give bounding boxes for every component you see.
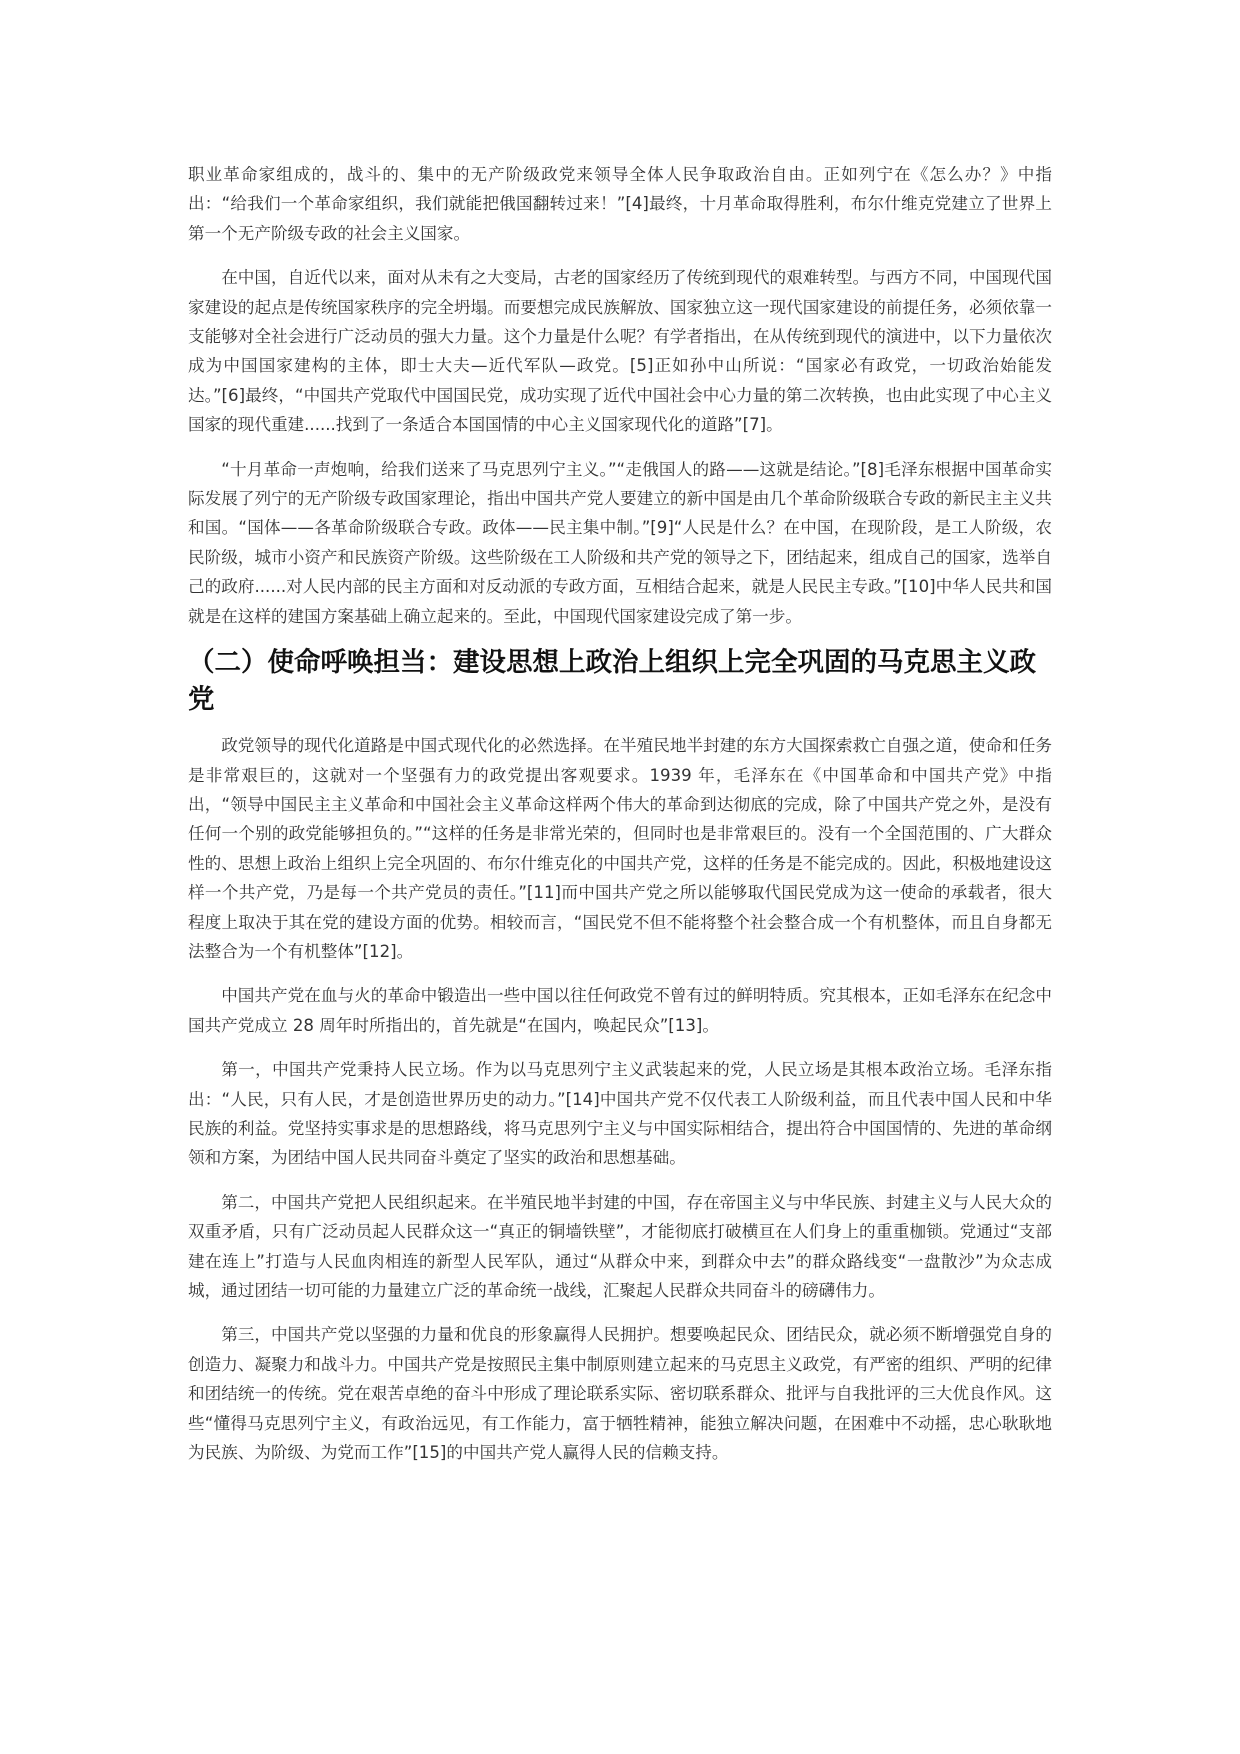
section-heading: （二）使命呼唤担当：建设思想上政治上组织上完全巩固的马克思主义政党 xyxy=(188,647,1036,716)
paragraph-second-point: 第二，中国共产党把人民组织起来。在半殖民地半封建的中国，存在帝国主义与中华民族、封建主义与人民大众的双重矛盾，只有广泛动员起人民群众这一“真正的铜墙铁壁”，才能彻底打破横亘在人们身上的重重枷锁。党通过“支部建在连上”打造与人民血肉相连的新型人民军队，通过“从群众中来，到群众中去”的群众路线变“一盘散沙”为众志成城，通过团结一切可能的力量建立广泛的革命统一战线，汇聚起人民群众共同奋斗的磅礴伟力。 xyxy=(188,1192,1052,1300)
paragraph-modern-state-building: 在中国，自近代以来，面对从未有之大变局，古老的国家经历了传统到现代的艰难转型。与西方不同，中国现代国家建设的起点是传统国家秩序的完全坍塌。而要想完成民族解放、国家独立这一现代国家建设的前提任务，必须依靠一支能够对全社会进行广泛动员的强大力量。这个力量是什么呢？有学者指出，在从传统到现代的演进中，以下力量依次成为中国国家建构的主体，即士大夫—近代军队—政党。[5]正如孙中山所说：“国家必有政党，一切政治始能发达。”[6]最终，“中国共产党取代中国国民党，成功实现了近代中国社会中心力量的第二次转换，也由此实现了中心主义国家的现代重建......找到了一条适合本国国情的中心主义国家现代化的道路”[7]。 xyxy=(188,268,1052,435)
paragraph-awaken-the-masses: 中国共产党在血与火的革命中锻造出一些中国以往任何政党不曾有过的鲜明特质。究其根本，正如毛泽东在纪念中国共产党成立 28 周年时所指出的，首先就是“在国内，唤起民众”[13]。 xyxy=(188,986,1052,1035)
paragraph-first-point: 第一，中国共产党秉持人民立场。作为以马克思列宁主义武装起来的党，人民立场是其根本政治立场。毛泽东指出：“人民，只有人民，才是创造世界历史的动力。”[14]中国共产党不仅代表工人阶级利益，而且代表中国人民和中华民族的利益。党坚持实事求是的思想路线，将马克思列宁主义与中国实际相结合，提出符合中国国情的、先进的革命纲领和方案，为团结中国人民共同奋斗奠定了坚实的政治和思想基础。 xyxy=(188,1060,1052,1168)
paragraph-october-revolution: “十月革命一声炮响，给我们送来了马克思列宁主义。”“走俄国人的路——这就是结论。”[8]毛泽东根据中国革命实际发展了列宁的无产阶级专政国家理论，指出中国共产党人要建立的新中国是由几个革命阶级联合专政的新民主主义共和国。“国体——各革命阶级联合专政。政体——民主集中制。”[9]“人民是什么？在中国，在现阶段，是工人阶级，农民阶级，城市小资产和民族资产阶级。这些阶级在工人阶级和共产党的领导之下，团结起来，组成自己的国家，选举自己的政府......对人民内部的民主方面和对反动派的专政方面，互相结合起来，就是人民民主专政。”[10]中华人民共和国就是在这样的建国方案基础上确立起来的。至此，中国现代国家建设完成了第一步。 xyxy=(188,459,1052,626)
document-page xyxy=(188,160,1052,1482)
paragraph-third-point: 第三，中国共产党以坚强的力量和优良的形象赢得人民拥护。想要唤起民众、团结民众，就必须不断增强党自身的创造力、凝聚力和战斗力。中国共产党是按照民主集中制原则建立起来的马克思主义政党，有严密的组织、严明的纪律和团结统一的传统。党在艰苦卓绝的奋斗中形成了理论联系实际、密切联系群众、批评与自我批评的三大优良作风。这些“懂得马克思列宁主义，有政治远见，有工作能力，富于牺牲精神，能独立解决问题，在困难中不动摇，忠心耿耿地为民族、为阶级、为党而工作”[15]的中国共产党人赢得人民的信赖支持。 xyxy=(188,1325,1052,1463)
paragraph-continuation: 职业革命家组成的，战斗的、集中的无产阶级政党来领导全体人民争取政治自由。正如列宁在《怎么办？》中指出：“给我们一个革命家组织，我们就能把俄国翻转过来！”[4]最终，十月革命取得胜利，布尔什维克党建立了世界上第一个无产阶级专政的社会主义国家。 xyxy=(188,165,1052,243)
paragraph-party-led-modernization: 政党领导的现代化道路是中国式现代化的必然选择。在半殖民地半封建的东方大国探索救亡自强之道，使命和任务是非常艰巨的，这就对一个坚强有力的政党提出客观要求。1939 年，毛泽东在《中国革命和中国共产党》中指出，“领导中国民主主义革命和中国社会主义革命这样两个伟大的革命到达彻底的完成，除了中国共产党之外，是没有任何一个别的政党能够担负的。”“这样的任务是非常光荣的，但同时也是非常艰巨的。没有一个全国范围的、广大群众性的、思想上政治上组织上完全巩固的、布尔什维克化的中国共产党，这样的任务是不能完成的。因此，积极地建设这样一个共产党，乃是每一个共产党员的责任。”[11]而中国共产党之所以能够取代国民党成为这一使命的承载者，很大程度上取决于其在党的建设方面的优势。相较而言，“国民党不但不能将整个社会整合成一个有机整体，而且自身都无法整合为一个有机整体”[12]。 xyxy=(188,736,1052,961)
